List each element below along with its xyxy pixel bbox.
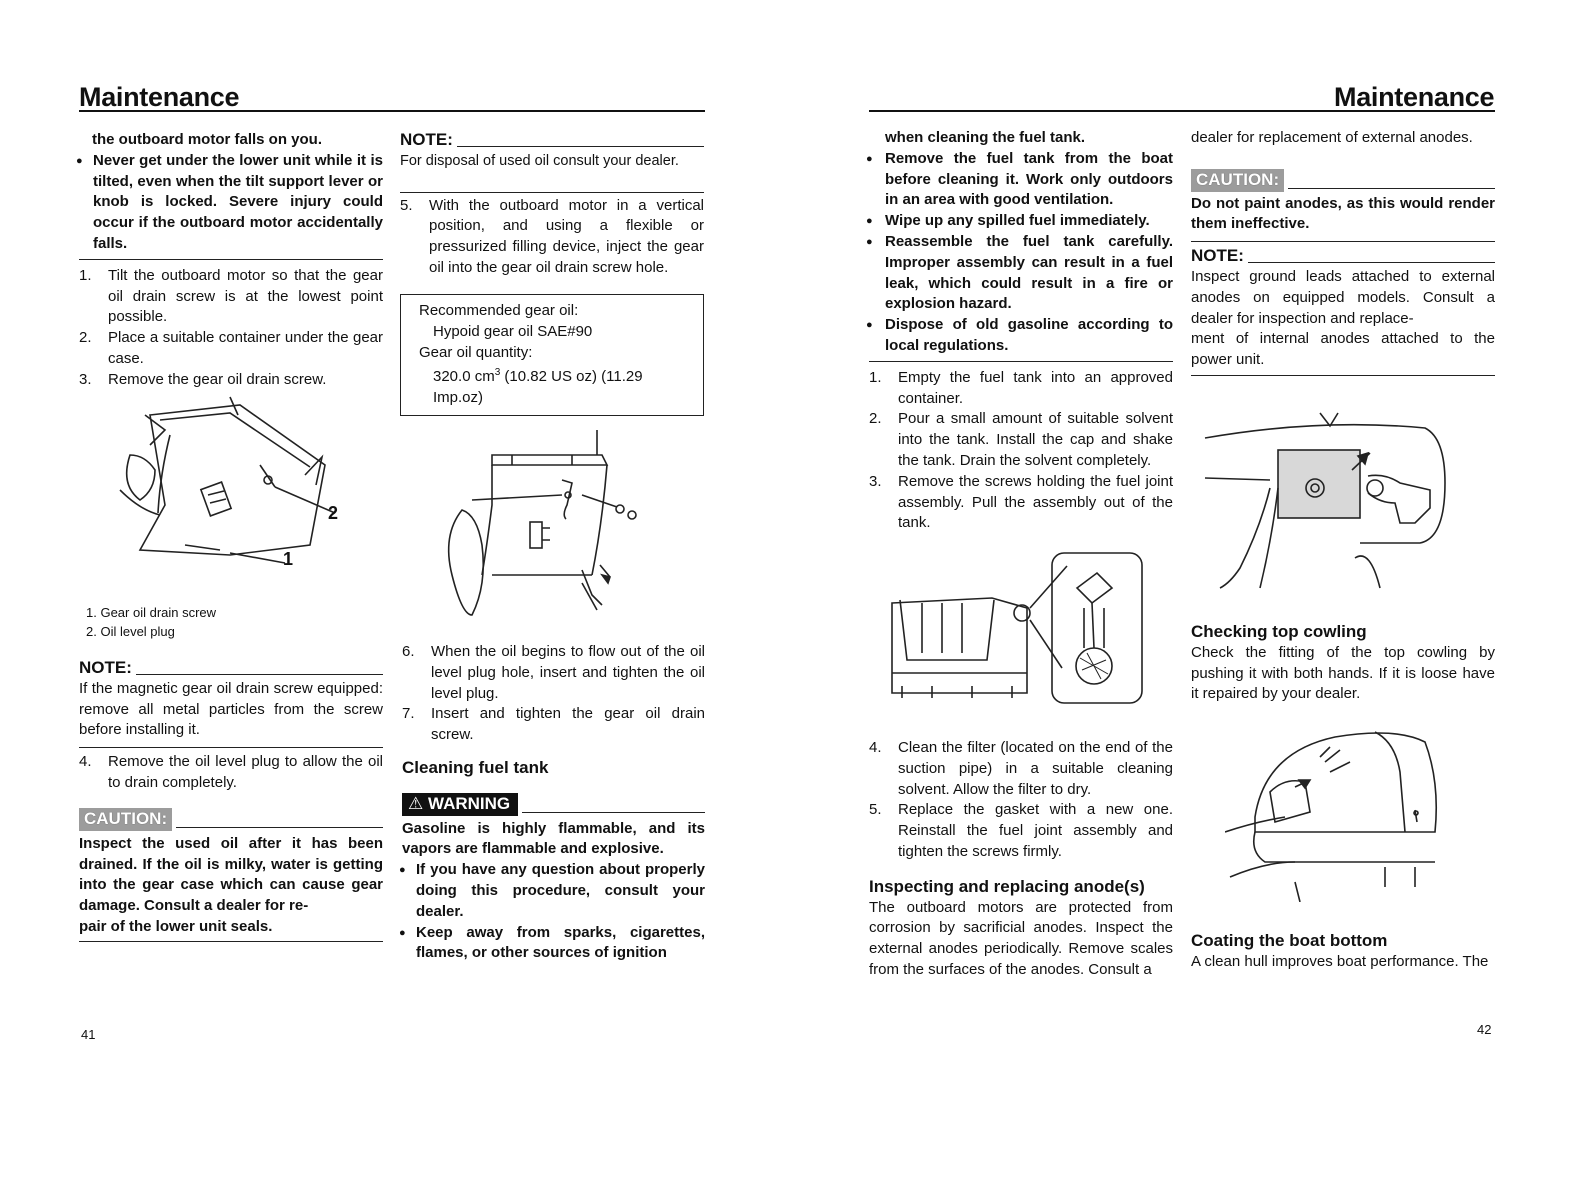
section-anodes: Inspecting and replacing anode(s) xyxy=(869,876,1145,896)
gear-oil-filling-illustration xyxy=(432,425,652,625)
section-coating: Coating the boat bottom xyxy=(1191,931,1388,950)
note-ground-leads-heading: NOTE: xyxy=(1191,246,1495,267)
step-1: 1. Tilt the outboard motor so that the gear oil drain screw is at the lowest point possible. xyxy=(79,266,383,326)
section-coating-text: A clean hull improves boat performance. The xyxy=(1191,952,1489,970)
section-top-cowling: Checking top cowling xyxy=(1191,622,1367,641)
note-text: If the magnetic gear oil drain screw equipped: remove all metal particles from the screw before installing it. xyxy=(79,679,383,739)
warning-text: Gasoline is highly flammable, and its vapors are flammable and explosive. xyxy=(402,819,705,858)
right-column-4-lower xyxy=(1191,931,1495,973)
left-column-2-lower xyxy=(402,642,705,964)
warning-heading xyxy=(402,793,705,816)
left-page-header: Maintenance xyxy=(79,82,240,112)
caution-anodes-text: Do not paint anodes, as this would render them ineffective. xyxy=(1191,194,1495,233)
note-disposal-heading: NOTE: xyxy=(400,130,704,151)
right-header-rule xyxy=(869,110,1495,112)
fuel-step-5: 5. Replace the gasket with a new one. Reinstall the fuel joint assembly and tighten the screws firmly. xyxy=(869,801,1173,860)
fuel-tank-illustration xyxy=(882,548,1147,713)
warning-bullet-question: ● If you have any question about properly doing this procedure, consult your dealer. xyxy=(402,860,705,922)
caution-label: CAUTION: xyxy=(79,808,172,831)
note-ground-leads-text: Inspect ground leads attached to external anodes on equipped models. Consult a dealer for inspection and replace- ment of internal anodes attached to the power unit. xyxy=(1191,267,1495,369)
note-heading: NOTE: xyxy=(79,658,383,679)
step-2: 2. Place a suitable container under the gear case. xyxy=(79,329,383,367)
caution-anodes-label: CAUTION: xyxy=(1191,169,1284,192)
right-column-4 xyxy=(1191,128,1495,376)
step-3: 3. Remove the gear oil drain screw. xyxy=(79,370,327,388)
warning-continuation: the outboard motor falls on you. xyxy=(92,131,322,148)
warn-bullet-2: ● Wipe up any spilled fuel immediately. xyxy=(869,211,1173,232)
spec-qty-label: Gear oil quantity: xyxy=(419,343,533,361)
spec-qty: 320.0 $cm^3$ (10.82 US oz) (11.29 Imp.oz) xyxy=(433,367,643,407)
cowling-check-illustration xyxy=(1225,722,1455,902)
warning-end-rule xyxy=(79,259,383,260)
dealer-replacement-text: dealer for replacement of external anodes. xyxy=(1191,129,1473,146)
section-cleaning-fuel-tank: Cleaning fuel tank xyxy=(402,757,549,777)
right-column-4-mid xyxy=(1191,622,1495,705)
gear-oil-spec-box xyxy=(400,294,704,416)
fuel-step-2: 2. Pour a small amount of suitable solvent into the tank. Install the cap and shake the tank. Drain the solvent completely. xyxy=(869,410,1173,469)
page-number-41: 41 xyxy=(81,1027,96,1042)
step-5: 5. With the outboard motor in a vertical position, and using a flexible or pressurized filling device, inject the gear oil into the gear oil drain screw hole. xyxy=(400,196,704,276)
warning-triangle-icon: ⚠ xyxy=(408,793,424,813)
caution-text: Inspect the used oil after it has been drained. If the oil is milky, water is getting into the gear case which can cause gear damage. Consult a dealer for re- pair of the lower unit seals. xyxy=(79,834,383,935)
spec-title: Recommended gear oil: xyxy=(419,302,579,319)
warn-continuation: when cleaning the fuel tank. xyxy=(885,129,1086,146)
legend-item-1: 1. Gear oil drain screw xyxy=(86,605,217,620)
figure-callout-1: 1 xyxy=(283,549,294,569)
gear-case-tilted-illustration xyxy=(110,395,370,580)
section-anodes-text: The outboard motors are protected from corrosion by sacrificial anodes. Inspect the external anodes periodically. Remove scales from the surfaces of the anodes. Consult a xyxy=(869,898,1173,978)
right-page-header: Maintenance xyxy=(1334,82,1495,112)
step-7: 7. Insert and tighten the gear oil drain screw. xyxy=(402,705,705,744)
warning-bullet-keep-away: ● Keep away from sparks, cigarettes, flames, or other sources of ignition xyxy=(402,923,705,965)
warning-bullet-never: ● Never get under the lower unit while it is tilted, even when the tilt support lever or knob is locked. Severe injury could occur if the outboard motor accidentally falls. xyxy=(79,151,383,255)
warn-bullet-4: ● Dispose of old gasoline according to local regulations. xyxy=(869,315,1173,357)
spec-oil: Hypoid gear oil SAE#90 xyxy=(433,322,593,340)
warning-label: ⚠ WARNING xyxy=(402,793,518,816)
caution-used-oil xyxy=(79,808,383,942)
page-number-42: 42 xyxy=(1477,1022,1492,1037)
warn-bullet-1: ● Remove the fuel tank from the boat before cleaning it. Work only outdoors in an area with good ventilation. xyxy=(869,149,1173,211)
right-column-3 xyxy=(869,128,1173,534)
left-column-1 xyxy=(79,130,383,391)
figure-legend xyxy=(86,603,216,641)
fuel-step-3: 3. Remove the screws holding the fuel joint assembly. Pull the assembly out of the tank. xyxy=(869,472,1173,532)
fuel-step-1: 1. Empty the fuel tank into an approved container. xyxy=(869,368,1173,407)
section-top-cowling-text: Check the fitting of the top cowling by pushing it with both hands. If it is loose have it repaired by your dealer. xyxy=(1191,643,1495,703)
left-column-2 xyxy=(400,130,704,279)
step-6: 6. When the oil begins to flow out of the oil level plug hole, insert and tighten the oil level plug. xyxy=(402,643,705,702)
caution-anodes-heading xyxy=(1191,169,1495,192)
legend-item-2: 2. Oil level plug xyxy=(86,624,175,639)
right-column-3-lower xyxy=(869,738,1173,981)
anode-illustration xyxy=(1200,408,1450,598)
note-magnetic-screw xyxy=(79,658,383,794)
note-disposal-text: For disposal of used oil consult your dealer. xyxy=(400,152,679,169)
left-header-rule xyxy=(79,110,705,112)
step-4: 4. Remove the oil level plug to allow the oil to drain completely. xyxy=(79,753,383,791)
caution-heading xyxy=(79,808,383,831)
figure-callout-2: 2 xyxy=(328,503,339,523)
warn-bullet-3: ● Reassemble the fuel tank carefully. Improper assembly can result in a fuel leak, which could result in a fire or explosion hazard. xyxy=(869,232,1173,315)
fuel-step-4: 4. Clean the filter (located on the end of the suction pipe) in a suitable cleaning solvent. Allow the filter to dry. xyxy=(869,739,1173,798)
